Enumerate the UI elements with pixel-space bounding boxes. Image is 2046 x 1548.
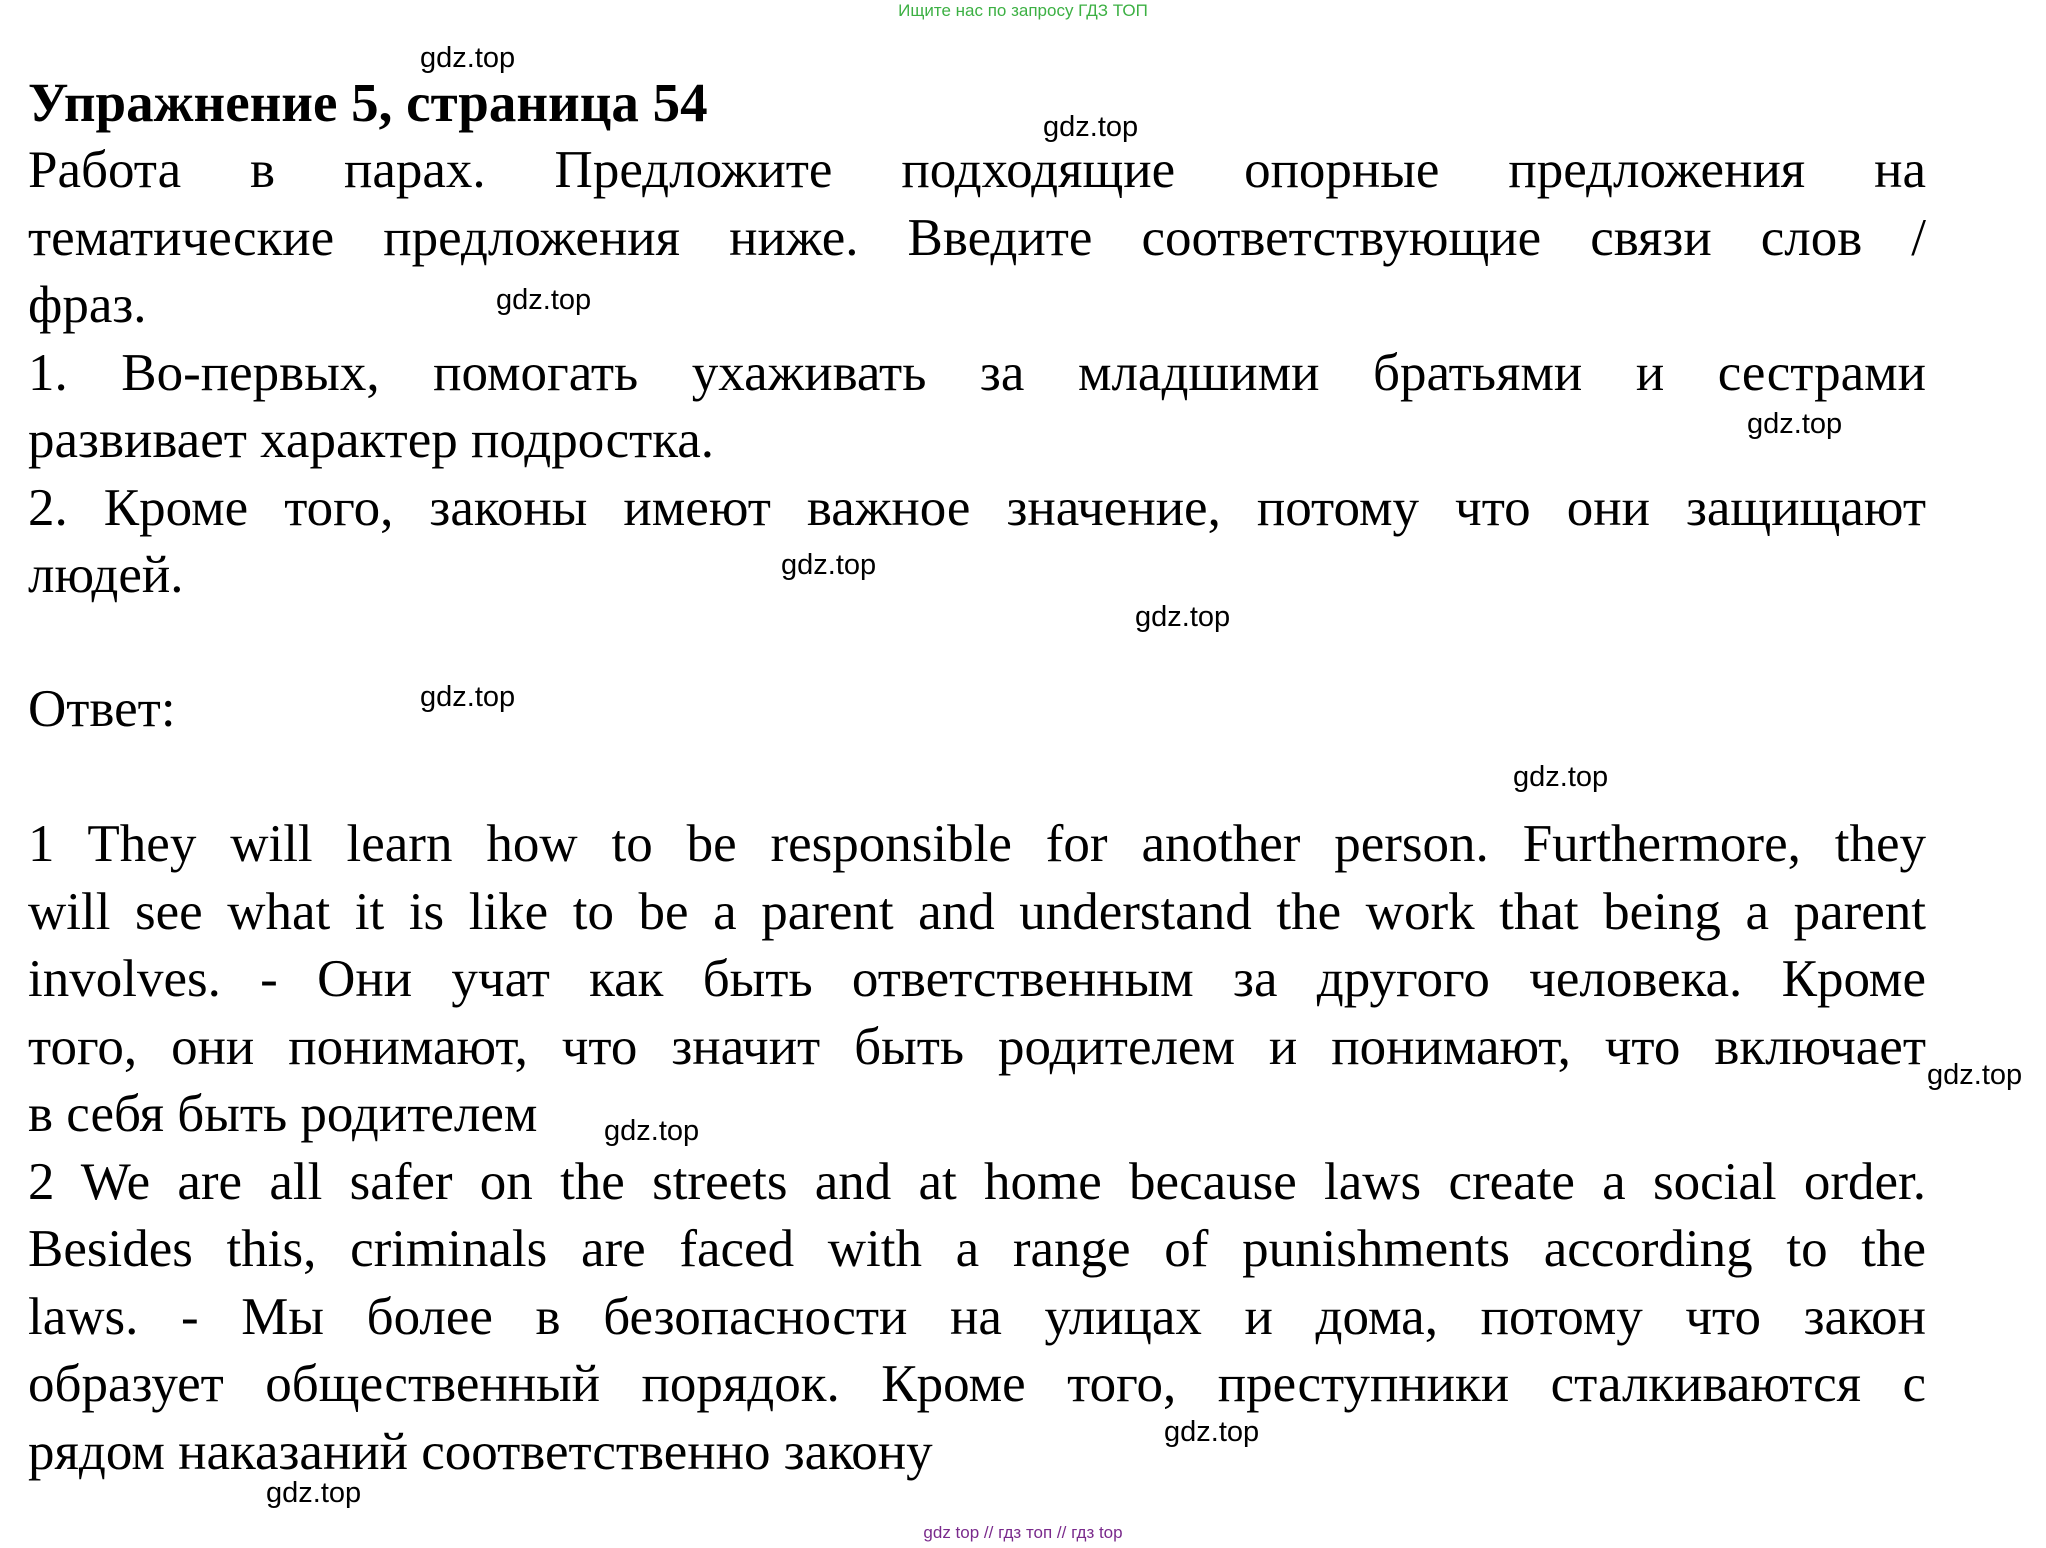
watermark: gdz.top xyxy=(266,1477,362,1509)
task-item-2-line: 2. Кроме того, законы имеют важное значение, потому что они защищают xyxy=(28,478,1926,537)
answer-item-1-line: will see what it is like to be a parent and understand the work that being a parent xyxy=(28,882,1926,941)
watermark: gdz.top xyxy=(1747,408,1843,440)
answer-text xyxy=(28,811,1926,1486)
task-description xyxy=(28,137,1926,610)
footer-links: gdz top // гдз топ // гдз top xyxy=(923,1523,1123,1542)
watermark: gdz.top xyxy=(1513,761,1609,793)
task-line: фраз. xyxy=(28,276,147,334)
task-line: тематические предложения ниже. Введите соответствующие связи слов / xyxy=(28,208,1926,267)
answer-label-block xyxy=(28,676,1926,744)
watermark: gdz.top xyxy=(1927,1059,2023,1091)
watermark: gdz.top xyxy=(781,549,877,581)
watermark: gdz.top xyxy=(420,681,516,713)
answer-item-2-line: образует общественный порядок. Кроме того, преступники сталкиваются с xyxy=(28,1355,1926,1413)
answer-item-2-line: 2 We are all safer on the streets and at home because laws create a social order. xyxy=(28,1152,1926,1211)
watermark: gdz.top xyxy=(604,1115,700,1147)
answer-item-2-line: рядом наказаний соответственно закону xyxy=(28,1422,933,1481)
task-line: Работа в парах. Предложите подходящие опорные предложения на xyxy=(28,141,1926,199)
answer-label: Ответ: xyxy=(28,680,176,738)
answer-item-2-line: laws. - Мы более в безопасности на улицах и дома, потому что закон xyxy=(28,1287,1926,1346)
watermark: gdz.top xyxy=(1135,601,1231,633)
watermark: gdz.top xyxy=(496,284,592,316)
watermark: gdz.top xyxy=(1164,1416,1260,1448)
answer-item-1-line: в себя быть родителем xyxy=(28,1085,538,1143)
search-banner: Ищите нас по запросу ГДЗ ТОП xyxy=(898,1,1148,20)
watermark: gdz.top xyxy=(420,42,516,74)
exercise-title: Упражнение 5, страница 54 xyxy=(28,72,708,133)
task-item-1-line: развивает характер подростка. xyxy=(28,411,714,469)
answer-item-1-line: involves. - Они учат как быть ответственным за другого человека. Кроме xyxy=(28,950,1926,1008)
task-item-1-line: 1. Во-первых, помогать ухаживать за младшими братьями и сестрами xyxy=(28,343,1926,402)
task-item-2-line: людей. xyxy=(28,546,184,604)
answer-item-1-line: того, они понимают, что значит быть родителем и понимают, что включает xyxy=(28,1017,1926,1076)
answer-item-2-line: Besides this, criminals are faced with a range of punishments according to the xyxy=(28,1220,1926,1278)
watermark: gdz.top xyxy=(1043,111,1139,143)
answer-item-1-line: 1 They will learn how to be responsible for another person. Furthermore, they xyxy=(28,815,1926,873)
